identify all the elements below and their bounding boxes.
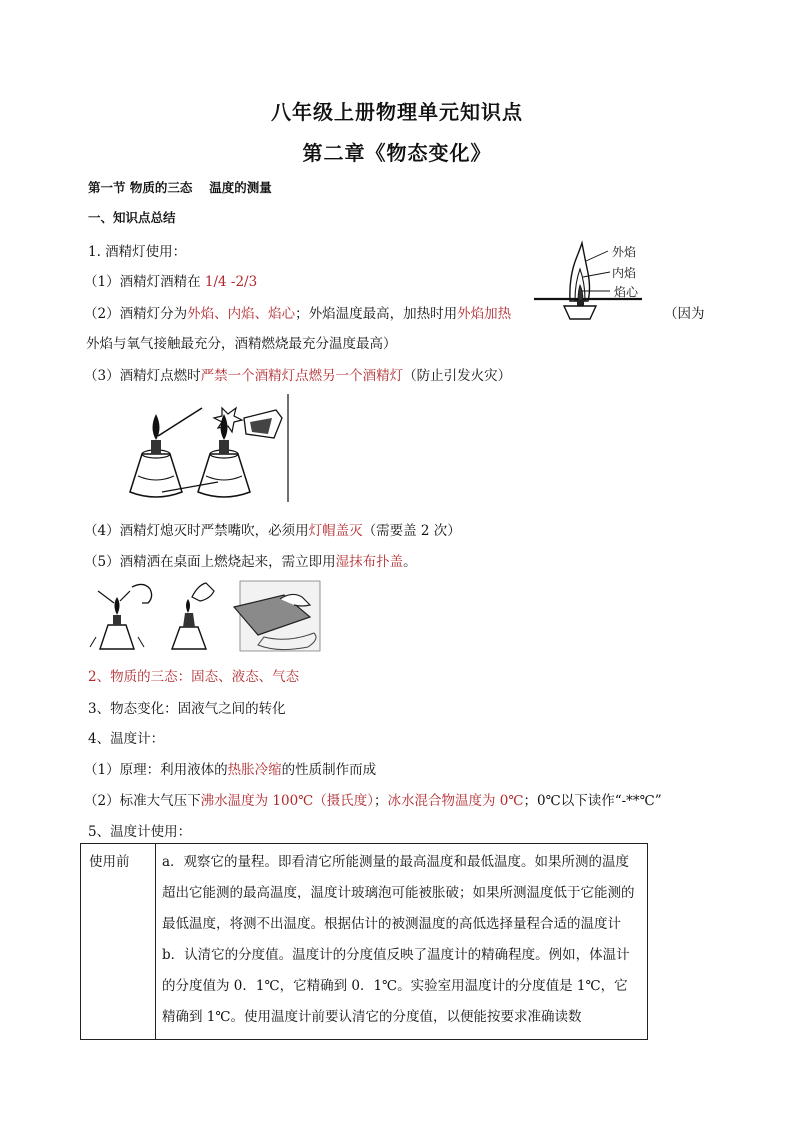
item-4: 4、温度计： <box>88 731 165 747</box>
line-1-highlight: 1/4 -2/3 <box>204 274 258 290</box>
lighting-lamps-illustration <box>118 392 293 504</box>
flame-label-inner: 内焰 <box>612 266 637 280</box>
thermo-line-1-highlight: 热胀冷缩 <box>227 762 282 778</box>
line-2-continued: 外焰与氧气接触最充分，酒精燃烧最充分温度最高） <box>86 336 397 352</box>
item-3: 3、物态变化：固液气之间的转化 <box>88 701 286 717</box>
line-3 <box>84 364 511 384</box>
line-5-text: （5）酒精洒在桌面上燃烧起来，需立即用 <box>84 554 336 570</box>
thermo-line-2 <box>84 789 662 809</box>
line-3-text-2: （防止引发火灾） <box>403 368 512 384</box>
item-1: 1. 酒精灯使用： <box>88 244 187 260</box>
line-4-text: （4）酒精灯熄灭时严禁嘴吹，必须用 <box>84 523 309 539</box>
line-4-text-2: （需要盖 2 次） <box>362 523 461 539</box>
table-row <box>81 844 648 1040</box>
thermo-line-2-text: （2）标准大气压下 <box>84 793 201 809</box>
line-2-highlight: 外焰、内焰、焰心 <box>187 306 296 322</box>
line-4 <box>84 519 461 539</box>
section-heading: 第一节 物质的三态 温度的测量 <box>88 180 272 195</box>
item-5: 5、温度计使用： <box>88 824 192 840</box>
line-2-text: （2）酒精灯分为 <box>84 306 188 322</box>
table-para-a: a．观察它的量程。即看清它所能测量的最高温度和最低温度。如果所测的温度超出它能测的最高温度，温度计玻璃泡可能被胀破；如果所测温度低于它能测的最低温度，将测不出温度。根据估计的被测温度的高低选择量程合适的温度计 <box>162 854 635 932</box>
table-value-cell <box>156 844 648 1040</box>
line-3-text: （3）酒精灯点燃时 <box>84 368 201 384</box>
item-2-highlight: 固态、液态、气态 <box>191 669 300 685</box>
line-3-highlight: 严禁一个酒精灯点燃另一个酒精灯 <box>200 368 404 384</box>
line-5-text-2: 。 <box>403 554 417 570</box>
line-5-highlight: 湿抹布扑盖 <box>335 554 404 570</box>
thermometer-usage-table <box>80 843 648 1040</box>
thermo-line-1-text-2: 的性质制作而成 <box>281 762 377 778</box>
flame-label-outer: 外焰 <box>612 245 637 259</box>
thermo-line-1 <box>84 758 376 778</box>
line-1-text: （1）酒精灯酒精在 <box>84 274 205 290</box>
thermo-line-2-highlight-2: 冰水混合物温度为 0℃ <box>387 793 524 809</box>
line-2-highlight-2: 外焰加热 <box>457 306 512 322</box>
chapter-title: 第二章《物态变化》 <box>302 141 492 165</box>
line-1 <box>84 270 257 290</box>
thermo-line-2-highlight: 沸水温度为 100℃（摄氏度） <box>200 793 375 809</box>
thermo-line-2-text-2: ； <box>374 793 388 809</box>
item-2-label: 2、物质的三态： <box>88 669 192 685</box>
flame-label-core: 焰心 <box>614 285 639 299</box>
table-key-cell: 使用前 <box>81 844 156 1040</box>
extinguishing-illustration <box>88 577 323 657</box>
thermo-line-1-text: （1）原理：利用液体的 <box>84 762 228 778</box>
table-para-b: b．认清它的分度值。温度计的分度值反映了温度计的精确程度。例如，体温计的分度值为 0．1℃，它精确到 0．1℃。实验室用温度计的分度值是 1℃，它精确到 1℃。使用温度计前要认清它的分度值，以便能按要求准确读数 <box>162 947 630 1025</box>
line-2 <box>84 302 511 322</box>
page-title: 八年级上册物理单元知识点 <box>271 100 523 124</box>
line-2-tail: （因为 <box>664 306 705 322</box>
line-5 <box>84 550 417 570</box>
summary-heading: 一、知识点总结 <box>88 210 176 225</box>
line-2-text-2: ；外焰温度最高，加热时用 <box>295 306 458 322</box>
item-2 <box>88 665 299 685</box>
line-4-highlight: 灯帽盖灭 <box>308 523 363 539</box>
thermo-line-2-text-3: ；0℃以下读作“-**℃” <box>523 793 662 809</box>
